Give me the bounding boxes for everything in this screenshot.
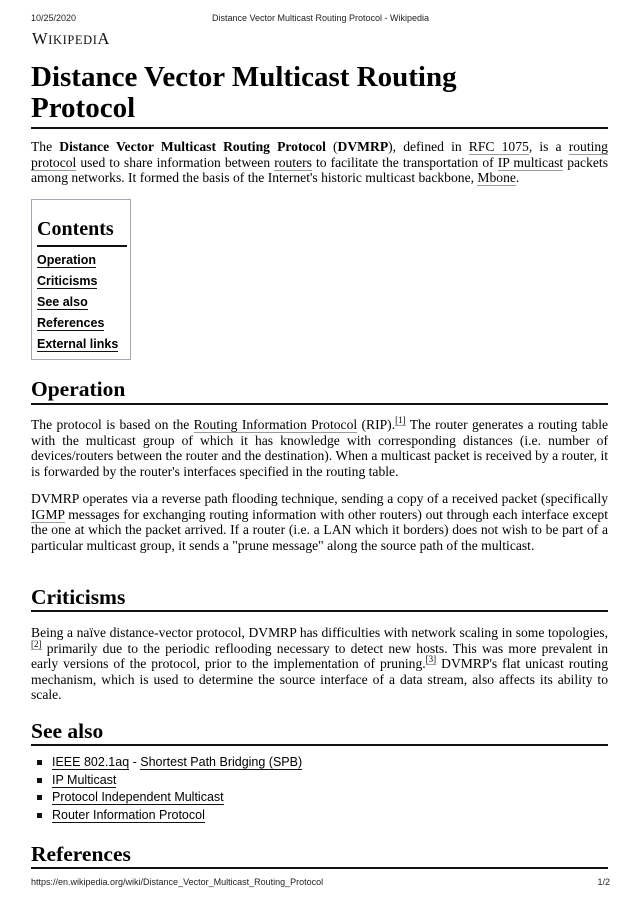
print-header <box>31 13 610 25</box>
bullet-icon <box>37 795 42 800</box>
divider-references <box>31 867 608 869</box>
toc-item-external-links[interactable]: External links <box>37 337 119 351</box>
link-igmp[interactable]: IGMP <box>31 506 65 522</box>
print-page-title: Distance Vector Multicast Routing Protocol - Wikipedia <box>211 13 430 23</box>
wikipedia-logo[interactable]: WIKIPEDIA <box>32 29 111 48</box>
operation-paragraph-1: The protocol is based on the Routing Information Protocol (RIP).[1] The router generates a routing table with the multicast group of which it has knowledge with corresponding distances (i.e. number of devices/routers between the router and the destination). When a multicast packet is received by a router, it is forwarded by the router's interfaces specified in the routing table. <box>31 415 609 479</box>
criticisms-paragraph: Being a naïve distance-vector protocol, DVMRP has difficulties with network scaling in some topologies,[2] primarily due to the periodic reflooding necessary to detect new hosts. This was more prevalent in early versions of the protocol, prior to the implementation of pruning.[3] DVMRP's flat unicast routing mechanism, which is used to determine the source interface of a data stream, also affects its ability to scale. <box>31 625 608 702</box>
heading-references: References <box>31 842 131 866</box>
intro-paragraph: The Distance Vector Multicast Routing Protocol (DVMRP), defined in RFC 1075, is a routing protocol used to share information between routers to facilitate the transportation of IP multicast packets among networks. It formed the basis of the Internet's historic multicast backbone, Mbone. <box>31 139 608 185</box>
toc-divider <box>37 245 127 247</box>
link-routing-information-protocol[interactable]: Routing Information Protocol <box>193 417 358 432</box>
heading-operation: Operation <box>31 377 126 401</box>
toc-item-references[interactable]: References <box>37 316 105 330</box>
link-routing-protocol[interactable]: routing protocol <box>31 139 608 170</box>
operation-paragraph-2: DVMRP operates via a reverse path flooding technique, sending a copy of a received packet (specifically IGMP messages for exchanging routing information with other routers) out through each interface except the one at which the packet arrived. If a router (i.e. a LAN which it borders) does not wish to be part of a particular multicast group, it sends a "prune message" along the source path of the multicast. <box>31 491 608 553</box>
print-date: 10/25/2020 <box>31 13 77 23</box>
toc-item-criticisms[interactable]: Criticisms <box>37 274 98 288</box>
bold-term: Distance Vector Multicast Routing Protocol <box>59 139 326 154</box>
reference-1[interactable]: [1] <box>395 415 406 426</box>
link-router-information-protocol[interactable]: Router Information Protocol <box>52 808 205 823</box>
table-of-contents <box>31 199 131 360</box>
link-ip-multicast[interactable]: IP multicast <box>497 154 564 170</box>
link-shortest-path-bridging[interactable]: Shortest Path Bridging (SPB) <box>140 755 303 769</box>
page-title-line-2: Protocol <box>31 92 136 124</box>
title-divider <box>31 127 608 129</box>
bullet-icon <box>37 813 42 818</box>
divider-see-also <box>31 744 608 746</box>
reference-3[interactable]: [3] <box>425 654 437 665</box>
list-item: IEEE 802.1aq - Shortest Path Bridging (SPB) <box>37 755 302 773</box>
list-item <box>37 808 302 826</box>
bullet-icon <box>37 778 42 783</box>
heading-criticisms: Criticisms <box>31 585 126 609</box>
link-routers[interactable]: routers <box>274 154 312 170</box>
link-rfc-1075[interactable]: RFC 1075 <box>468 139 529 154</box>
heading-see-also: See also <box>31 719 104 743</box>
see-also-list <box>37 755 302 826</box>
link-ieee-802-1aq[interactable]: IEEE 802.1aq <box>52 755 130 769</box>
print-page-number: 1/2 <box>597 877 610 887</box>
print-footer <box>31 877 610 889</box>
bold-abbrev: DVMRP <box>337 139 389 154</box>
list-item <box>37 773 302 791</box>
print-url: https://en.wikipedia.org/wiki/Distance_Vector_Multicast_Routing_Protocol <box>31 877 324 887</box>
bullet-icon <box>37 760 42 765</box>
toc-title: Contents <box>37 218 114 240</box>
link-ip-multicast-see-also[interactable]: IP Multicast <box>52 772 117 787</box>
link-protocol-independent-multicast[interactable]: Protocol Independent Multicast <box>52 790 224 805</box>
toc-list <box>37 252 118 357</box>
toc-item-operation[interactable]: Operation <box>37 253 97 267</box>
divider-operation <box>31 403 608 405</box>
list-item <box>37 790 302 808</box>
toc-item-see-also[interactable]: See also <box>37 295 88 309</box>
page-title <box>31 62 591 124</box>
divider-criticisms <box>31 610 608 612</box>
link-mbone[interactable]: Mbone <box>477 170 516 185</box>
reference-2[interactable]: [2] <box>31 638 42 649</box>
page-title-line-1: Distance Vector Multicast Routing <box>31 61 457 93</box>
